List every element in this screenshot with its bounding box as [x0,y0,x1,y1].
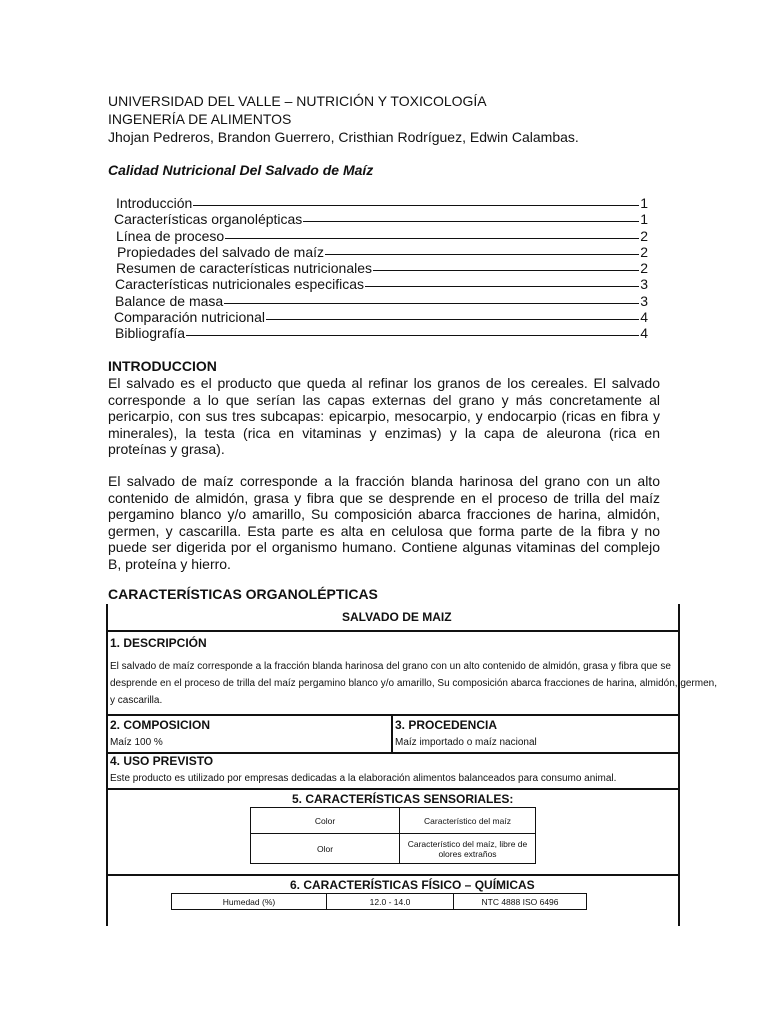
toc-entry-page: 4 [640,309,648,326]
sensory-attribute: Color [251,808,400,834]
spec-sheet [106,604,717,926]
toc-entry [115,325,654,341]
composition-text: Maíz 100 % [110,737,163,748]
sheet-rule [106,874,680,876]
intro-heading: INTRODUCCION [108,358,217,374]
authors-line: Jhojan Pedreros, Brandon Guerrero, Cristhian Rodríguez, Edwin Calambas. [108,129,579,145]
sensory-value: Característico del maíz [400,808,536,834]
table-row [172,894,587,910]
toc-entry-page: 1 [640,211,648,228]
physchem-param: Humedad (%) [172,894,327,910]
toc-entry-label: Resumen de características nutricionales [116,260,373,277]
toc-entry [115,293,654,309]
sensory-attribute: Olor [251,834,400,864]
toc-entry [116,228,654,244]
toc-entry-page: 2 [640,260,648,277]
toc-entry [116,260,654,276]
toc-entry-label: Propiedades del salvado de maíz [117,243,325,260]
table-row [251,834,536,864]
toc-entry-label: Línea de proceso [116,227,225,244]
sheet-border-right [678,604,680,926]
sheet-divider [391,714,393,752]
toc-entry [116,195,654,211]
toc-entry [117,244,654,260]
sheet-rule [106,788,680,790]
toc-leader [373,270,639,271]
toc-entry-label: Introducción [116,195,193,211]
table-of-contents [114,195,654,342]
toc-entry-page: 4 [640,325,648,342]
composition-title: 2. COMPOSICION [110,718,211,732]
toc-entry-page: 3 [640,276,648,293]
sheet-rule [106,714,680,716]
toc-entry [114,211,654,227]
toc-entry-label: Bibliografía [115,325,186,342]
physchem-norm: NTC 4888 ISO 6496 [454,894,587,910]
physchem-title: 6. CARACTERÍSTICAS FÍSICO – QUÍMICAS [290,878,535,892]
document-title: Calidad Nutricional Del Salvado de Maíz [108,162,374,178]
toc-entry-page: 1 [640,195,648,211]
toc-leader [325,254,639,255]
physchem-table [171,893,587,910]
organoleptic-heading: CARACTERÍSTICAS ORGANOLÉPTICAS [108,586,378,602]
toc-leader [224,303,639,304]
university-line: UNIVERSIDAD DEL VALLE – NUTRICIÓN Y TOXICOLOGÍA [108,93,487,109]
toc-entry-label: Características nutricionales especificas [115,276,364,293]
table-row [251,808,536,834]
origin-title: 3. PROCEDENCIA [395,718,498,732]
description-title: 1. DESCRIPCIÓN [110,636,207,650]
description-line: desprende en el proceso de trilla del maíz pergamino blanco y/o amarillo, Su composición abarca fracciones de harina, almidón, germen, [110,678,717,689]
toc-entry [114,309,654,325]
toc-entry-label: Balance de masa [115,292,224,309]
toc-entry-page: 3 [640,292,648,309]
toc-leader [266,319,639,320]
sensory-table [250,807,536,864]
toc-leader [225,238,639,239]
toc-entry-label: Comparación nutricional [114,309,265,326]
toc-entry [115,276,654,292]
origin-text: Maíz importado o maíz nacional [395,737,537,748]
intended-use-text: Este producto es utilizado por empresas dedicadas a la elaboración alimentos balanceados para consumo animal. [110,773,617,784]
intended-use-title: 4. USO PREVISTO [110,754,214,768]
sensory-value: Característico del maíz, libre de olores extraños [400,834,536,864]
document-header [108,92,579,146]
toc-leader [193,205,639,206]
toc-entry-page: 2 [640,243,648,260]
toc-entry-page: 2 [640,227,648,244]
program-line: INGENERÍA DE ALIMENTOS [108,111,292,127]
sheet-title: SALVADO DE MAIZ [342,610,452,624]
toc-leader [303,221,639,222]
intro-paragraph-2: El salvado de maíz corresponde a la fracción blanda harinosa del grano con un alto contenido de almidón, grasa y fibra que se desprende en el proceso de trilla del maíz pergamino blanco y/o amarillo, Su composición abarca fracciones de harina, almidón, germen, y cascarilla. Esta parte es alta en celulosa que forma parte de la fibra y no puede ser digerida por el organismo humano. Contiene algunas vitaminas del complejo B, proteína y hierro. [108,473,660,572]
description-line: y cascarilla. [110,695,163,706]
physchem-range: 12.0 - 14.0 [327,894,454,910]
toc-entry-label: Características organolépticas [114,211,303,228]
sheet-border-left [106,604,108,926]
toc-leader [186,335,639,336]
toc-leader [365,286,639,287]
description-line: El salvado de maíz corresponde a la fracción blanda harinosa del grano con un alto contenido de almidón, grasa y fibra que se [110,661,671,672]
sheet-rule [106,630,680,632]
sensory-title: 5. CARACTERÍSTICAS SENSORIALES: [292,792,514,806]
intro-paragraph-1: El salvado es el producto que queda al refinar los granos de los cereales. El salvado corresponde a lo que serían las capas externas del grano y más concretamente al pericarpio, con sus tres subcapas: epicarpio, mesocarpio, y endocarpio (ricas en fibra y minerales), la testa (rica en vitaminas y enzimas) y la capa de aleurona (rica en proteínas y grasa). [108,375,660,457]
